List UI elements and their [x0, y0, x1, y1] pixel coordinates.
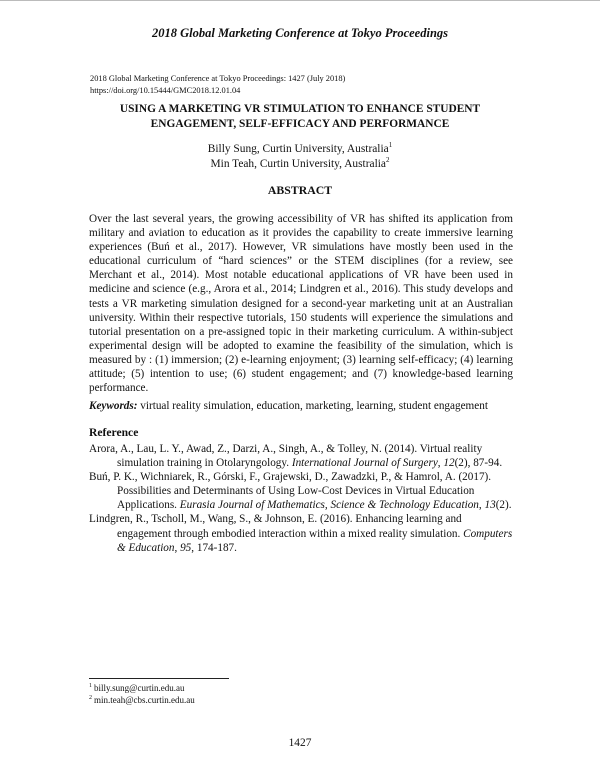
journal-name: Eurasia Journal of Mathematics, Science & Technology Education	[179, 499, 479, 512]
author-name: Billy Sung, Curtin University, Australia	[207, 143, 389, 155]
reference-text: Buń, P. K., Wichniarek, R., Górski, F., Grajewski, D., Zawadzki, P., & Hamrol, A. (2017). Possibilities and Determinants of Using Low-Cost Devices in Virtual Education Applications.	[89, 471, 492, 512]
title-line: USING A MARKETING VR STIMULATION TO ENHANCE STUDENT	[119, 103, 481, 115]
reference-separator: ,	[437, 457, 444, 470]
journal-name: International Journal of Surgery	[291, 457, 438, 470]
paper-title	[90, 102, 510, 132]
volume: 12	[443, 457, 455, 470]
keywords-text: virtual reality simulation, education, marketing, learning, student engagement	[140, 400, 488, 412]
footnote	[89, 695, 195, 707]
footnote-mark: 2	[385, 156, 390, 165]
footnote-mark: 2	[89, 694, 92, 701]
author-entry	[90, 157, 510, 172]
reference-separator: ,	[174, 541, 181, 554]
keywords	[89, 399, 519, 413]
journal-name: Computers & Education	[117, 527, 513, 554]
reference-pages: , 174-187.	[191, 541, 237, 554]
abstract-text: Over the last several years, the growing accessibility of VR has shifted its application from military and aviation to education as it provides the capability to create immersive learning experiences (Buń et al., 2017). However, VR simulations have mostly been used in the educational curriculum of “hard sciences” or the STEM disciplines (for a review, see Merchant et al., 2014). Most notable educational applications of VR have been used in medicine and science (e.g., Arora et al., 2014; Lindgren et al., 2016). This study develops and tests a VR marketing simulation designed for a second-year marketing unit at an Australian university. Within their respective tutorials, 150 students will experience the simulations and tutorial presentation on a pre-assigned topic in their marketing curriculum. A within-subject experimental design will be adopted to examine the feasibility of the simulation, which is measured by : (1) immersion; (2) e-learning enjoyment; (3) learning self-efficacy; (4) learning attitude; (5) intention to use; (6) student engagement; and (7) knowledge-based learning performance.	[89, 213, 513, 395]
footnote-mark: 1	[89, 683, 92, 689]
running-head: 2018 Global Marketing Conference at Tokyo Proceedings	[151, 26, 449, 40]
reference-item	[89, 470, 513, 512]
footnote-divider	[89, 678, 229, 679]
reference-item	[89, 442, 513, 470]
doi-line: https://doi.org/10.15444/GMC2018.12.01.04	[90, 86, 241, 95]
author-entry	[90, 142, 510, 157]
reference-list	[89, 442, 513, 555]
reference-separator: ,	[478, 499, 485, 512]
title-line: ENGAGEMENT, SELF-EFFICACY AND PERFORMANCE	[150, 118, 450, 130]
citation-block	[90, 73, 345, 97]
page-number: 1427	[288, 737, 312, 749]
reference-item	[89, 512, 513, 554]
email-address: min.teah@cbs.curtin.edu.au	[94, 694, 195, 705]
volume: 95	[180, 541, 192, 554]
keywords-label: Keywords:	[89, 400, 138, 412]
author-name: Min Teah, Curtin University, Australia	[210, 158, 386, 170]
citation-line: 2018 Global Marketing Conference at Tokyo Proceedings: 1427 (July 2018)	[90, 74, 346, 83]
reference-text: Arora, A., Lau, L. Y., Awad, Z., Darzi, A., Singh, A., & Tolley, N. (2014). Virtual reality simulation training in Otolaryngology.	[89, 443, 483, 470]
reference-text: Lindgren, R., Tscholl, M., Wang, S., & Johnson, E. (2016). Enhancing learning and engagement through embodied interaction within a mixed reality simulation.	[89, 513, 464, 540]
abstract-heading: ABSTRACT	[267, 183, 333, 197]
author-list	[90, 142, 510, 172]
reference-pages: (2).	[495, 499, 512, 512]
reference-pages: (2), 87-94.	[454, 457, 503, 470]
reference-heading: Reference	[89, 426, 139, 439]
volume: 13	[484, 499, 496, 512]
footnotes	[89, 683, 195, 706]
footnote-mark: 1	[388, 141, 393, 150]
email-address: billy.sung@curtin.edu.au	[94, 683, 185, 693]
footnote	[89, 683, 195, 695]
